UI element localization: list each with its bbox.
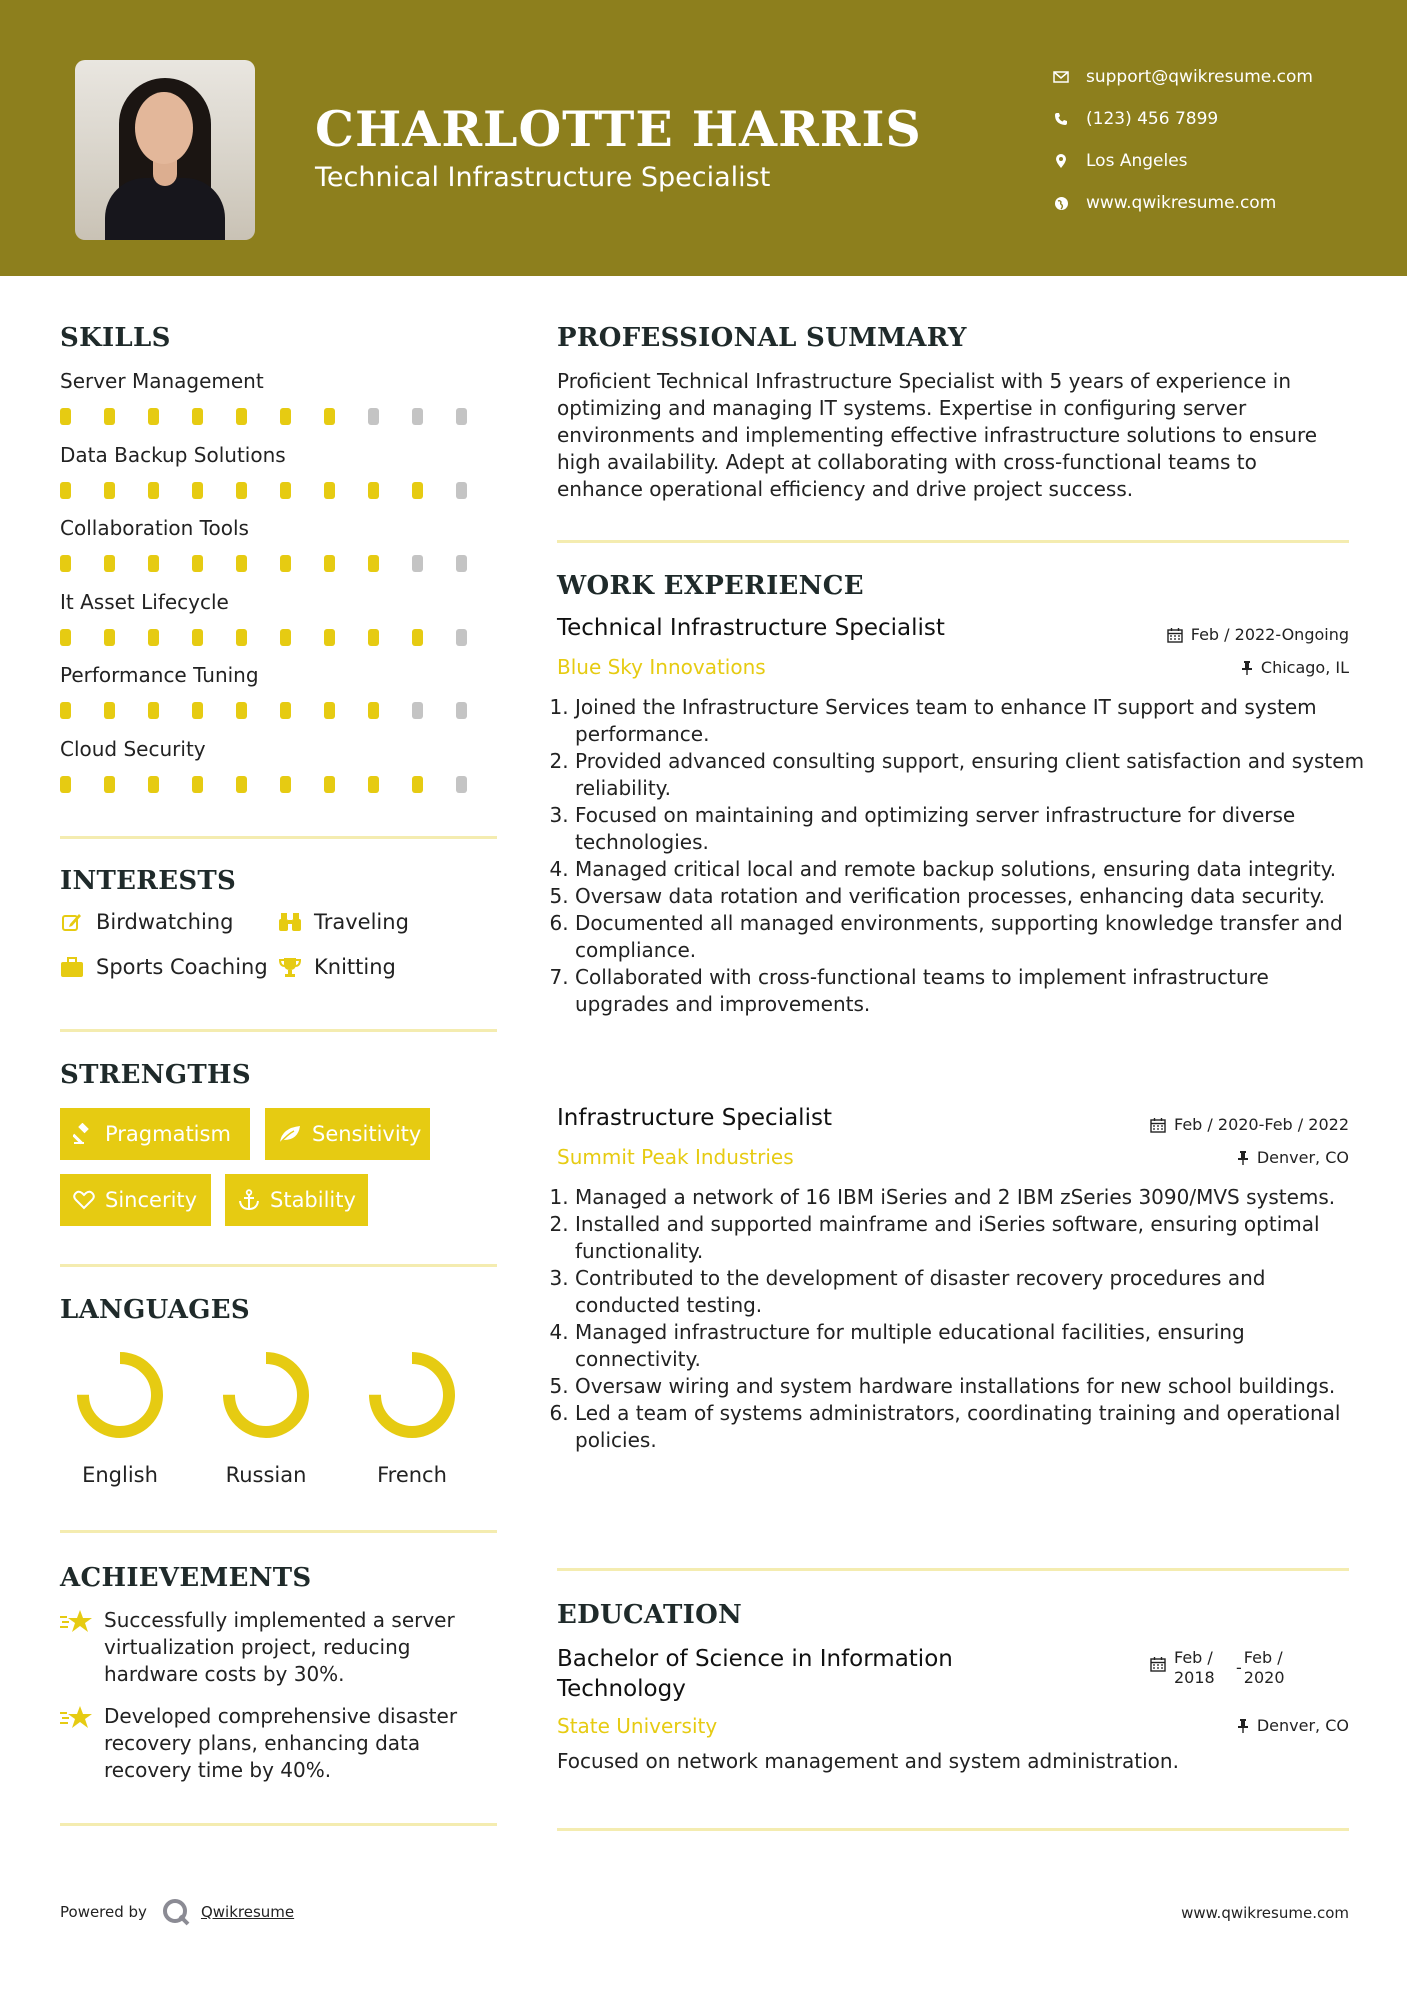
- rating-dot: [368, 408, 379, 425]
- rating-dot: [148, 629, 159, 646]
- leaf-icon: [278, 1124, 302, 1144]
- language-item: [60, 1345, 180, 1487]
- star-icon: [60, 1607, 104, 1688]
- rating-dot: [148, 555, 159, 572]
- pushpin-icon: [1237, 1150, 1249, 1166]
- envelope-icon: [1050, 71, 1072, 83]
- job-bullet: 5. Oversaw wiring and system hardware installations for new school buildings.: [575, 1373, 1367, 1400]
- skill-name: Cloud Security: [60, 736, 206, 761]
- rating-dot: [280, 482, 291, 499]
- skill-rating: [60, 702, 500, 719]
- rating-dot: [324, 482, 335, 499]
- rating-dot: [280, 555, 291, 572]
- anchor-icon: [238, 1189, 260, 1211]
- language-item: [352, 1345, 472, 1487]
- language-item: [206, 1345, 326, 1487]
- job-bullets: [557, 694, 1367, 1018]
- section-divider: [557, 1828, 1349, 1831]
- rating-dot: [412, 629, 423, 646]
- rating-dot: [368, 702, 379, 719]
- strength-badge: Pragmatism: [60, 1108, 250, 1160]
- rating-dot: [148, 776, 159, 793]
- skill-item: [60, 366, 500, 425]
- rating-dot: [280, 702, 291, 719]
- rating-dot: [104, 629, 115, 646]
- skill-name: Data Backup Solutions: [60, 442, 286, 467]
- rating-dot: [60, 555, 71, 572]
- skill-name: Server Management: [60, 369, 264, 393]
- rating-dot: [104, 702, 115, 719]
- rating-dot: [456, 776, 467, 793]
- job-location: Denver, CO: [1237, 1148, 1349, 1167]
- skill-item: [60, 734, 500, 793]
- strength-badge: Sincerity: [60, 1174, 211, 1226]
- rating-dot: [60, 702, 71, 719]
- star-icon: [60, 1703, 104, 1784]
- job-title: Technical Infrastructure Specialist: [557, 615, 945, 641]
- summary-text: Proficient Technical Infrastructure Specialist with 5 years of experience in optimizing and managing IT systems. Expertise in configuring server environments and implementing effective infrastructure solutions to ensure high availability. Adept at collaborating with cross-functional teams to enhance operational efficiency and drive project success.: [557, 369, 1318, 501]
- trophy-icon: [278, 955, 302, 979]
- rating-dot: [60, 629, 71, 646]
- rating-dot: [368, 555, 379, 572]
- phone-icon: [1050, 112, 1072, 126]
- qwikresume-logo-icon: [161, 1897, 191, 1927]
- rating-dot: [236, 555, 247, 572]
- heart-icon: [73, 1190, 95, 1210]
- rating-dot: [456, 629, 467, 646]
- skill-rating: [60, 629, 500, 646]
- resume-header: [0, 0, 1407, 276]
- job-bullets: [557, 1184, 1367, 1454]
- rating-dot: [60, 482, 71, 499]
- education-start: Feb / 2018: [1174, 1648, 1215, 1687]
- job-bullet: 4. Managed infrastructure for multiple educational facilities, ensuring connectivity.: [575, 1319, 1367, 1373]
- calendar-icon: [1150, 1648, 1166, 1688]
- strengths-heading: STRENGTHS: [60, 1060, 251, 1090]
- rating-dot: [324, 555, 335, 572]
- job-bullet: 6. Led a team of systems administrators, coordinating training and operational policies.: [575, 1400, 1367, 1454]
- job-bullet: 5. Oversaw data rotation and verification processes, enhancing data security.: [575, 883, 1367, 910]
- rating-dot: [192, 776, 203, 793]
- contact-website[interactable]: [1050, 182, 1313, 224]
- language-proficiency-ring: [362, 1345, 462, 1445]
- rating-dot: [412, 482, 423, 499]
- section-divider: [60, 1264, 497, 1267]
- section-divider: [60, 1530, 497, 1533]
- rating-dot: [60, 408, 71, 425]
- rating-dot: [192, 408, 203, 425]
- contact-email-text: support@qwikresume.com: [1086, 67, 1313, 87]
- skill-rating: [60, 555, 500, 572]
- rating-dot: [324, 776, 335, 793]
- pushpin-icon: [1237, 1718, 1249, 1734]
- rating-dot: [236, 702, 247, 719]
- interest-item: Sports Coaching: [60, 955, 268, 979]
- date-separator: -: [1236, 1658, 1242, 1677]
- rating-dot: [456, 482, 467, 499]
- rating-dot: [148, 408, 159, 425]
- education-dates: [1150, 1648, 1288, 1688]
- experience-heading: WORK EXPERIENCE: [557, 571, 864, 601]
- summary-heading: PROFESSIONAL SUMMARY: [557, 323, 967, 353]
- education-heading: EDUCATION: [557, 1600, 743, 1630]
- skill-name: Performance Tuning: [60, 663, 259, 687]
- school-location: Denver, CO: [1237, 1716, 1349, 1735]
- job-company: Summit Peak Industries: [557, 1145, 794, 1169]
- briefcase-icon: [60, 955, 84, 979]
- skill-name: It Asset Lifecycle: [60, 589, 229, 614]
- candidate-name: CHARLOTTE HARRIS: [315, 100, 922, 158]
- contact-email[interactable]: [1050, 56, 1313, 98]
- rating-dot: [104, 408, 115, 425]
- section-divider: [60, 1029, 497, 1032]
- binoculars-icon: [278, 910, 302, 934]
- strength-badge: Sensitivity: [265, 1108, 430, 1160]
- contact-phone-text: (123) 456 7899: [1086, 109, 1219, 129]
- language-proficiency-ring: [70, 1345, 170, 1445]
- rating-dot: [192, 702, 203, 719]
- skills-heading: SKILLS: [60, 323, 171, 353]
- job-bullet: 1. Managed a network of 16 IBM iSeries and 2 IBM zSeries 3090/MVS systems.: [575, 1184, 1367, 1211]
- interests-heading: INTERESTS: [60, 866, 237, 896]
- job-bullet: 6. Documented all managed environments, supporting knowledge transfer and compliance.: [575, 910, 1367, 964]
- job-bullet: 3. Focused on maintaining and optimizing server infrastructure for diverse technologies.: [575, 802, 1367, 856]
- rating-dot: [324, 702, 335, 719]
- pushpin-icon: [1241, 660, 1253, 676]
- rating-dot: [60, 776, 71, 793]
- contact-location: [1050, 140, 1313, 182]
- education-end: Feb / 2020: [1243, 1648, 1285, 1687]
- rating-dot: [368, 629, 379, 646]
- rating-dot: [412, 408, 423, 425]
- job-dates: Feb / 2022-Ongoing: [1167, 625, 1349, 644]
- rating-dot: [236, 408, 247, 425]
- interest-item: Knitting: [278, 955, 396, 979]
- degree-title: Bachelor of Science in Information Technology: [557, 1646, 953, 1702]
- rating-dot: [280, 776, 291, 793]
- rating-dot: [104, 482, 115, 499]
- rating-dot: [236, 629, 247, 646]
- job-dates: Feb / 2020-Feb / 2022: [1150, 1115, 1349, 1134]
- section-divider: [60, 1823, 497, 1826]
- footer-url[interactable]: www.qwikresume.com: [1181, 1904, 1349, 1922]
- rating-dot: [456, 702, 467, 719]
- footer-powered-by: Powered by Qwikresume: [60, 1897, 294, 1927]
- job-bullet: 7. Collaborated with cross-functional teams to implement infrastructure upgrades and improvements.: [575, 964, 1367, 1018]
- rating-dot: [148, 482, 159, 499]
- language-proficiency-ring: [216, 1345, 316, 1445]
- rating-dot: [368, 776, 379, 793]
- rating-dot: [192, 629, 203, 646]
- job-company: Blue Sky Innovations: [557, 655, 766, 679]
- languages-heading: LANGUAGES: [60, 1295, 250, 1325]
- job-bullet: 1. Joined the Infrastructure Services team to enhance IT support and system performance.: [575, 694, 1367, 748]
- section-divider: [60, 836, 497, 839]
- job-bullet: 2. Provided advanced consulting support, ensuring client satisfaction and system reliability.: [575, 748, 1367, 802]
- job-location: Chicago, IL: [1241, 658, 1349, 677]
- rating-dot: [324, 408, 335, 425]
- job-bullet: 2. Installed and supported mainframe and iSeries software, ensuring optimal functionality.: [575, 1211, 1367, 1265]
- education-description: Focused on network management and system administration.: [557, 1749, 1179, 1773]
- interest-item: Traveling: [278, 910, 409, 934]
- rating-dot: [456, 555, 467, 572]
- rating-dot: [280, 408, 291, 425]
- section-divider: [557, 1568, 1349, 1571]
- achievement-item: Successfully implemented a server virtualization project, reducing hardware costs by 30%.: [60, 1607, 490, 1688]
- pencil-icon: [60, 910, 84, 934]
- skill-rating: [60, 776, 500, 793]
- skill-rating: [60, 482, 500, 499]
- qwikresume-link[interactable]: Qwikresume: [200, 1903, 295, 1921]
- skill-name: Collaboration Tools: [60, 516, 249, 540]
- skill-item: [60, 440, 500, 499]
- section-divider: [557, 540, 1349, 543]
- job-bullet: 4. Managed critical local and remote backup solutions, ensuring data integrity.: [575, 856, 1367, 883]
- skill-item: [60, 587, 500, 646]
- calendar-icon: [1150, 1117, 1166, 1133]
- contact-website-text: www.qwikresume.com: [1086, 193, 1277, 213]
- contact-phone[interactable]: [1050, 98, 1313, 140]
- rating-dot: [368, 482, 379, 499]
- rating-dot: [104, 555, 115, 572]
- language-label: Russian: [225, 1463, 307, 1487]
- rating-dot: [412, 702, 423, 719]
- school-name: State University: [557, 1714, 718, 1738]
- rating-dot: [280, 629, 291, 646]
- map-pin-icon: [1050, 153, 1072, 169]
- contact-location-text: Los Angeles: [1086, 151, 1188, 171]
- achievement-item: Developed comprehensive disaster recovery plans, enhancing data recovery time by 40%.: [60, 1703, 490, 1784]
- achievements-heading: ACHIEVEMENTS: [60, 1563, 312, 1593]
- rating-dot: [324, 629, 335, 646]
- skill-rating: [60, 408, 500, 425]
- skill-item: [60, 660, 500, 719]
- profile-photo: [75, 60, 255, 240]
- globe-icon: [1050, 196, 1072, 211]
- gavel-icon: [73, 1123, 95, 1145]
- rating-dot: [412, 776, 423, 793]
- job-title: Infrastructure Specialist: [557, 1105, 832, 1131]
- rating-dot: [104, 776, 115, 793]
- language-label: French: [377, 1463, 447, 1487]
- candidate-title: Technical Infrastructure Specialist: [315, 162, 771, 193]
- interest-item: Birdwatching: [60, 910, 233, 934]
- rating-dot: [192, 555, 203, 572]
- rating-dot: [412, 555, 423, 572]
- rating-dot: [456, 408, 467, 425]
- job-bullet: 3. Contributed to the development of disaster recovery procedures and conducted testing.: [575, 1265, 1367, 1319]
- rating-dot: [236, 776, 247, 793]
- calendar-icon: [1167, 627, 1183, 643]
- contact-list: [1050, 56, 1313, 224]
- strength-badge: Stability: [225, 1174, 368, 1226]
- rating-dot: [148, 702, 159, 719]
- rating-dot: [236, 482, 247, 499]
- skill-item: [60, 513, 500, 572]
- rating-dot: [192, 482, 203, 499]
- language-label: English: [82, 1463, 158, 1487]
